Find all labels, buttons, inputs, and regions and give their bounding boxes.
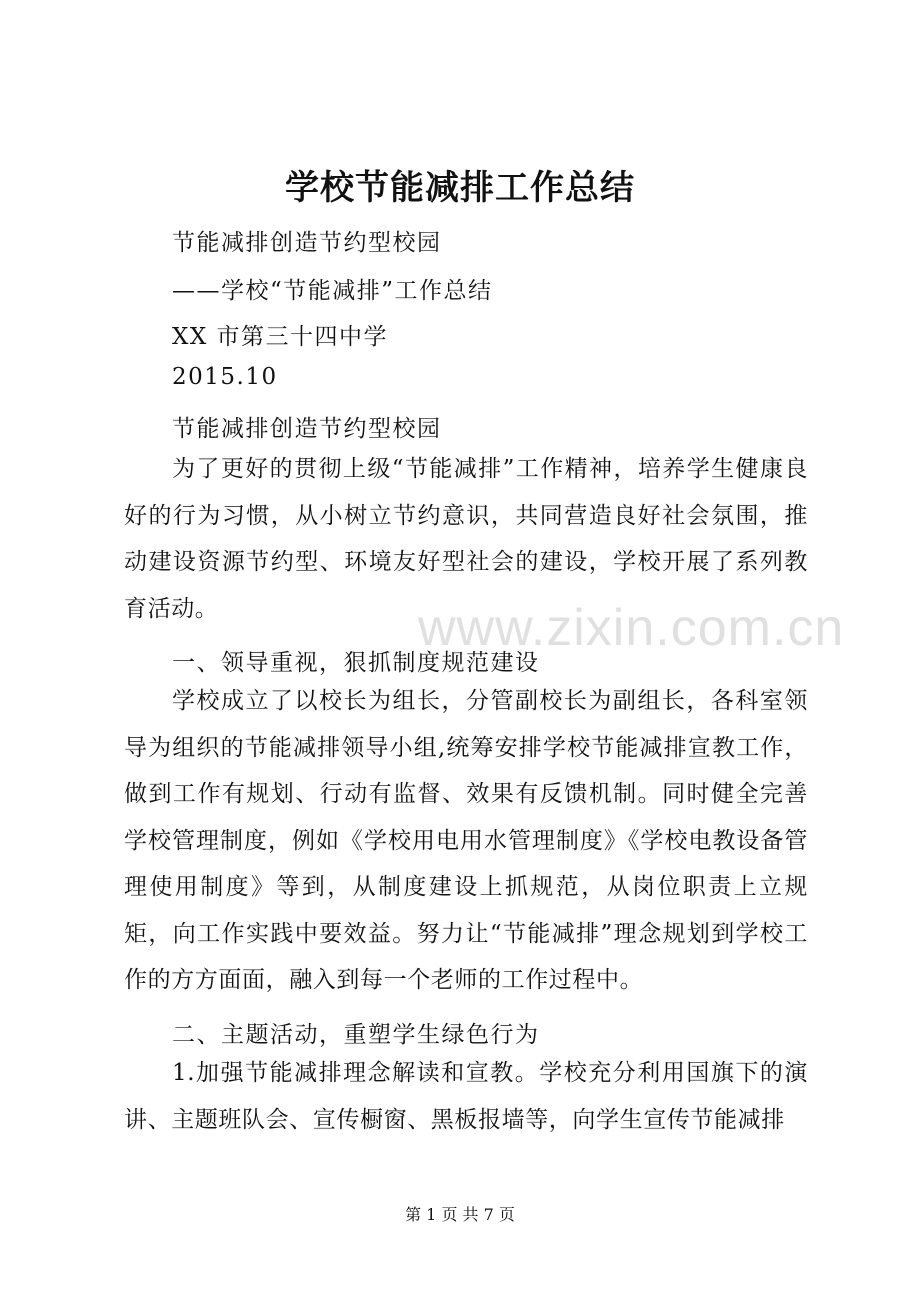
subtitle: 节能减排创造节约型校园 bbox=[172, 230, 442, 256]
page-footer: 第 1 页 共 7 页 bbox=[405, 1205, 515, 1224]
paragraph-activities: 1.加强节能减排理念解读和宣教。学校充分利用国旗下的演讲、主题班队会、宣传橱窗、黑板报墙等，向学生宣传节能减排 bbox=[124, 1060, 808, 1133]
section-heading-2: 二、主题活动，重塑学生绿色行为 bbox=[172, 1022, 540, 1048]
school-name: XX 市第三十四中学 bbox=[172, 324, 389, 350]
document-date: 2015.10 bbox=[172, 364, 278, 390]
section-heading-1: 一、领导重视，狠抓制度规范建设 bbox=[172, 650, 540, 676]
subtitle-secondary: ——学校“节能减排”工作总结 bbox=[172, 278, 493, 304]
paragraph-leadership: 学校成立了以校长为组长，分管副校长为副组长，各科室领导为组织的节能减排领导小组,统筹安排学校节能减排宣教工作，做到工作有规划、行动有监督、效果有反馈机制。同时健全完善学校管理制度，例如《学校用电用水管理制度》《学校电教设备管理使用制度》等到，从制度建设上抓规范，从岗位职责上立规矩，向工作实践中要效益。努力让“节能减排”理念规划到学校工作的方方面面，融入到每一个老师的工作过程中。 bbox=[124, 688, 808, 993]
paragraph-intro: 为了更好的贯彻上级“节能减排”工作精神，培养学生健康良好的行为习惯，从小树立节约意识，共同营造良好社会氛围，推动建设资源节约型、环境友好型社会的建设，学校开展了系列教育活动。 bbox=[124, 456, 808, 622]
watermark: www.zixin.com.cn bbox=[418, 599, 845, 657]
document-title: 学校节能减排工作总结 bbox=[285, 168, 635, 208]
heading-repeat: 节能减排创造节约型校园 bbox=[172, 416, 442, 442]
